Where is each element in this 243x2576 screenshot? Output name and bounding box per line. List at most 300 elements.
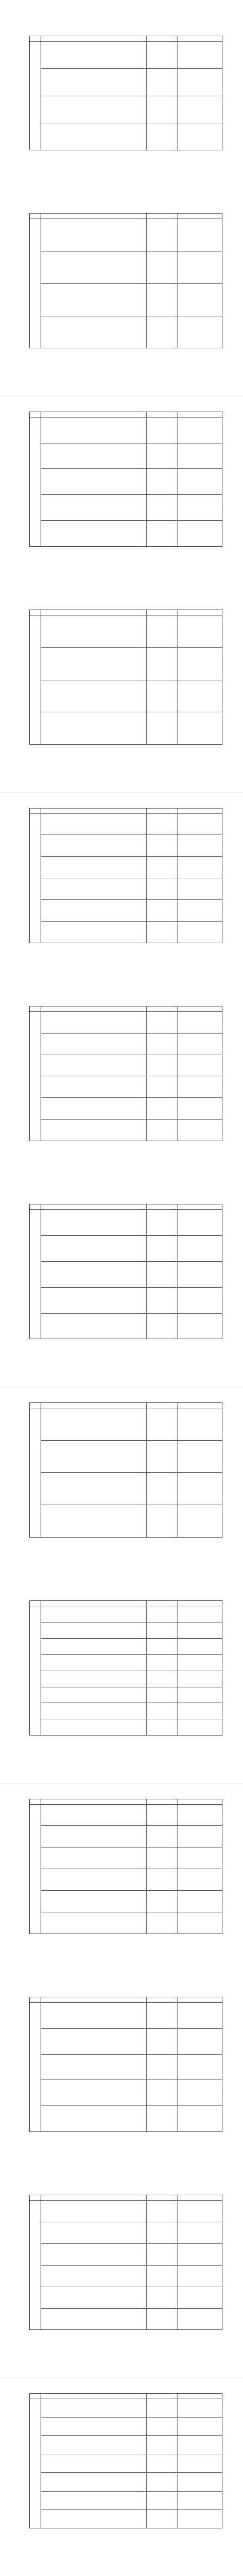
reference-cell-text bbox=[147, 1606, 177, 1607]
header-reference bbox=[147, 2393, 178, 2399]
note-cell bbox=[178, 1719, 222, 1736]
reference-cell bbox=[147, 1408, 178, 1440]
section-cell bbox=[30, 1408, 41, 1537]
reference-cell bbox=[147, 1654, 178, 1671]
reference-cell bbox=[147, 1012, 178, 1034]
note-cell-text bbox=[178, 284, 222, 285]
requirement-cell-text bbox=[41, 96, 146, 97]
table-row bbox=[30, 1120, 222, 1141]
note-cell-text bbox=[178, 1055, 222, 1056]
note-cell-text bbox=[178, 1408, 222, 1409]
note-cell bbox=[178, 2222, 222, 2244]
requirement-cell bbox=[41, 520, 147, 546]
requirement-cell bbox=[41, 417, 147, 443]
reference-cell bbox=[147, 680, 178, 712]
reference-cell-text bbox=[147, 2309, 177, 2310]
header-reference bbox=[147, 2195, 178, 2201]
table-row bbox=[30, 2222, 222, 2244]
header-note bbox=[178, 1402, 222, 1408]
header-requirement bbox=[41, 1601, 147, 1606]
note-cell bbox=[178, 1408, 222, 1440]
table-header-row bbox=[30, 1799, 222, 1804]
header-reference bbox=[147, 36, 178, 42]
note-cell bbox=[178, 2201, 222, 2222]
note-cell bbox=[178, 1869, 222, 1891]
reference-cell bbox=[147, 712, 178, 745]
table-row bbox=[30, 1033, 222, 1055]
note-cell bbox=[178, 469, 222, 495]
header-reference bbox=[147, 610, 178, 615]
note-cell bbox=[178, 2080, 222, 2106]
reference-cell-text bbox=[147, 1012, 177, 1013]
table-row bbox=[30, 469, 222, 495]
checklist-table bbox=[29, 1600, 222, 1736]
requirement-cell bbox=[41, 878, 147, 900]
table-row bbox=[30, 857, 222, 878]
reference-cell bbox=[147, 1623, 178, 1639]
reference-cell-text bbox=[147, 814, 177, 815]
table-row bbox=[30, 1313, 222, 1339]
requirement-cell bbox=[41, 1120, 147, 1141]
requirement-cell-text bbox=[41, 712, 146, 713]
note-cell-text bbox=[178, 1012, 222, 1013]
reference-cell bbox=[147, 1261, 178, 1287]
note-cell-text bbox=[178, 1703, 222, 1704]
table-row bbox=[30, 283, 222, 316]
table-row bbox=[30, 1473, 222, 1505]
requirement-cell-text bbox=[41, 1314, 146, 1315]
reference-cell bbox=[147, 2417, 178, 2435]
reference-cell-text bbox=[147, 1912, 177, 1913]
requirement-cell bbox=[41, 443, 147, 469]
note-cell-text bbox=[178, 1441, 222, 1442]
note-cell bbox=[178, 1654, 222, 1671]
note-cell-text bbox=[178, 922, 222, 923]
requirement-cell-text bbox=[41, 1098, 146, 1099]
requirement-cell bbox=[41, 1210, 147, 1236]
requirement-cell bbox=[41, 1654, 147, 1671]
reference-cell-text bbox=[147, 96, 177, 97]
header-requirement bbox=[41, 1204, 147, 1210]
requirement-cell bbox=[41, 647, 147, 680]
note-cell bbox=[178, 1890, 222, 1912]
reference-cell bbox=[147, 1210, 178, 1236]
requirement-cell bbox=[41, 857, 147, 878]
requirement-cell bbox=[41, 1687, 147, 1703]
reference-cell bbox=[147, 2454, 178, 2473]
reference-cell bbox=[147, 1671, 178, 1687]
table-row bbox=[30, 2491, 222, 2509]
table-row bbox=[30, 2201, 222, 2222]
requirement-cell-text bbox=[41, 1076, 146, 1077]
section-cell bbox=[30, 417, 41, 546]
table-header-row bbox=[30, 214, 222, 219]
header-requirement bbox=[41, 610, 147, 615]
note-cell bbox=[178, 1687, 222, 1703]
note-cell-text bbox=[178, 680, 222, 681]
reference-cell-text bbox=[147, 1210, 177, 1211]
table-row bbox=[30, 1012, 222, 1034]
requirement-cell bbox=[41, 1606, 147, 1623]
requirement-cell bbox=[41, 1890, 147, 1912]
reference-cell-text bbox=[147, 1262, 177, 1263]
requirement-cell bbox=[41, 2473, 147, 2491]
header-reference bbox=[147, 1402, 178, 1408]
header-requirement bbox=[41, 1997, 147, 2003]
note-cell bbox=[178, 1623, 222, 1639]
requirement-cell-text bbox=[41, 2418, 146, 2419]
table-header-row bbox=[30, 1601, 222, 1606]
table-header-row bbox=[30, 1006, 222, 1012]
note-cell bbox=[178, 1287, 222, 1313]
header-section bbox=[30, 2195, 41, 2201]
note-cell bbox=[178, 2287, 222, 2308]
note-cell-text bbox=[178, 521, 222, 522]
note-cell-text bbox=[178, 1639, 222, 1640]
requirement-cell-text bbox=[41, 2222, 146, 2223]
checklist-table bbox=[29, 36, 222, 150]
table-row bbox=[30, 1210, 222, 1236]
requirement-cell bbox=[41, 1076, 147, 1098]
note-cell-text bbox=[178, 615, 222, 617]
note-cell-text bbox=[178, 1076, 222, 1077]
header-note bbox=[178, 214, 222, 219]
reference-cell bbox=[147, 2003, 178, 2029]
table-row bbox=[30, 2454, 222, 2473]
note-cell bbox=[178, 2509, 222, 2528]
note-cell bbox=[178, 520, 222, 546]
requirement-cell bbox=[41, 1055, 147, 1076]
note-cell bbox=[178, 1703, 222, 1719]
requirement-cell bbox=[41, 680, 147, 712]
requirement-cell-text bbox=[41, 1055, 146, 1056]
reference-cell-text bbox=[147, 2399, 177, 2400]
reference-cell-text bbox=[147, 1805, 177, 1806]
page-sheet bbox=[0, 793, 243, 991]
note-cell-text bbox=[178, 878, 222, 879]
requirement-cell-text bbox=[41, 123, 146, 124]
requirement-cell-text bbox=[41, 2201, 146, 2202]
requirement-cell bbox=[41, 1869, 147, 1891]
reference-cell bbox=[147, 2491, 178, 2509]
note-cell-text bbox=[178, 648, 222, 649]
note-cell-text bbox=[178, 2244, 222, 2245]
reference-cell-text bbox=[147, 1891, 177, 1892]
reference-cell-text bbox=[147, 2003, 177, 2004]
reference-cell bbox=[147, 123, 178, 150]
requirement-cell-text bbox=[41, 2029, 146, 2030]
header-section bbox=[30, 2393, 41, 2399]
reference-cell-text bbox=[147, 2287, 177, 2288]
header-note bbox=[178, 412, 222, 417]
note-cell bbox=[178, 69, 222, 96]
reference-cell bbox=[147, 1890, 178, 1912]
note-cell bbox=[178, 857, 222, 878]
table-row bbox=[30, 1505, 222, 1538]
requirement-cell-text bbox=[41, 1687, 146, 1688]
checklist-table bbox=[29, 1799, 222, 1934]
reference-cell-text bbox=[147, 1639, 177, 1640]
section-cell bbox=[30, 1606, 41, 1736]
table-row bbox=[30, 2244, 222, 2266]
page-sheet bbox=[0, 991, 243, 1189]
table-row bbox=[30, 1671, 222, 1687]
requirement-cell-text bbox=[41, 835, 146, 836]
note-cell-text bbox=[178, 2510, 222, 2511]
note-cell bbox=[178, 1804, 222, 1826]
note-cell-text bbox=[178, 2201, 222, 2202]
table-row bbox=[30, 1055, 222, 1076]
requirement-cell-text bbox=[41, 1012, 146, 1013]
note-cell bbox=[178, 219, 222, 251]
requirement-cell bbox=[41, 2399, 147, 2417]
header-section bbox=[30, 1006, 41, 1012]
note-cell-text bbox=[178, 2055, 222, 2056]
note-cell-text bbox=[178, 814, 222, 815]
reference-cell bbox=[147, 1505, 178, 1538]
note-cell-text bbox=[178, 1687, 222, 1688]
table-row bbox=[30, 1638, 222, 1654]
note-cell-text bbox=[178, 1805, 222, 1806]
requirement-cell bbox=[41, 835, 147, 857]
reference-cell bbox=[147, 1313, 178, 1339]
reference-cell bbox=[147, 1606, 178, 1623]
note-cell-text bbox=[178, 2029, 222, 2030]
reference-cell-text bbox=[147, 443, 177, 445]
page-sheet bbox=[0, 594, 243, 792]
header-requirement bbox=[41, 1402, 147, 1408]
table-row bbox=[30, 1847, 222, 1869]
reference-cell-text bbox=[147, 42, 177, 43]
section-cell bbox=[30, 42, 41, 150]
table-row bbox=[30, 1287, 222, 1313]
requirement-cell bbox=[41, 2003, 147, 2029]
note-cell-text bbox=[178, 1288, 222, 1289]
note-cell bbox=[178, 96, 222, 123]
note-cell-text bbox=[178, 900, 222, 901]
reference-cell bbox=[147, 1033, 178, 1055]
note-cell-text bbox=[178, 1314, 222, 1315]
reference-cell-text bbox=[147, 1408, 177, 1409]
note-cell bbox=[178, 2417, 222, 2435]
note-cell bbox=[178, 2028, 222, 2054]
header-reference bbox=[147, 214, 178, 219]
requirement-cell bbox=[41, 96, 147, 123]
reference-cell bbox=[147, 2244, 178, 2266]
requirement-cell bbox=[41, 1033, 147, 1055]
note-cell-text bbox=[178, 2287, 222, 2288]
page-sheet bbox=[0, 198, 243, 396]
requirement-cell-text bbox=[41, 2309, 146, 2310]
reference-cell bbox=[147, 520, 178, 546]
requirement-cell-text bbox=[41, 1891, 146, 1892]
table-row bbox=[30, 1408, 222, 1440]
note-cell-text bbox=[178, 2436, 222, 2437]
requirement-cell bbox=[41, 2201, 147, 2222]
section-cell bbox=[30, 1210, 41, 1339]
header-note bbox=[178, 1204, 222, 1210]
reference-cell-text bbox=[147, 495, 177, 496]
reference-cell bbox=[147, 1804, 178, 1826]
requirement-cell-text bbox=[41, 814, 146, 815]
reference-cell bbox=[147, 69, 178, 96]
note-cell bbox=[178, 42, 222, 69]
requirement-cell bbox=[41, 1473, 147, 1505]
requirement-cell-text bbox=[41, 2436, 146, 2437]
header-section bbox=[30, 214, 41, 219]
requirement-cell bbox=[41, 921, 147, 943]
requirement-cell-text bbox=[41, 2399, 146, 2400]
reference-cell-text bbox=[147, 1671, 177, 1672]
reference-cell-text bbox=[147, 1441, 177, 1442]
section-cell bbox=[30, 615, 41, 745]
header-requirement bbox=[41, 808, 147, 813]
note-cell bbox=[178, 2308, 222, 2330]
requirement-cell bbox=[41, 316, 147, 348]
table-row bbox=[30, 615, 222, 648]
note-cell bbox=[178, 2003, 222, 2029]
note-cell bbox=[178, 813, 222, 835]
reference-cell bbox=[147, 2308, 178, 2330]
section-cell bbox=[30, 2399, 41, 2528]
page-sheet bbox=[0, 1784, 243, 1982]
page-sheet bbox=[0, 2180, 243, 2378]
requirement-cell bbox=[41, 1826, 147, 1847]
header-note bbox=[178, 2393, 222, 2399]
requirement-cell bbox=[41, 712, 147, 745]
reference-cell bbox=[147, 813, 178, 835]
table-row bbox=[30, 835, 222, 857]
note-cell bbox=[178, 1912, 222, 1933]
requirement-cell-text bbox=[41, 1826, 146, 1827]
table-row bbox=[30, 899, 222, 921]
note-cell-text bbox=[178, 1655, 222, 1656]
reference-cell-text bbox=[147, 69, 177, 70]
note-cell-text bbox=[178, 712, 222, 713]
requirement-cell bbox=[41, 2244, 147, 2266]
header-reference bbox=[147, 1204, 178, 1210]
reference-cell-text bbox=[147, 418, 177, 419]
reference-cell-text bbox=[147, 615, 177, 617]
reference-cell bbox=[147, 2080, 178, 2106]
requirement-cell bbox=[41, 2265, 147, 2287]
note-cell bbox=[178, 1671, 222, 1687]
requirement-cell bbox=[41, 1287, 147, 1313]
requirement-cell bbox=[41, 251, 147, 284]
note-cell bbox=[178, 1313, 222, 1339]
requirement-cell-text bbox=[41, 284, 146, 285]
reference-cell-text bbox=[147, 251, 177, 253]
requirement-cell bbox=[41, 2491, 147, 2509]
header-note bbox=[178, 1799, 222, 1804]
table-row bbox=[30, 123, 222, 150]
requirement-cell-text bbox=[41, 922, 146, 923]
note-cell bbox=[178, 2436, 222, 2454]
page-sheet bbox=[0, 0, 243, 198]
requirement-cell-text bbox=[41, 316, 146, 317]
reference-cell bbox=[147, 219, 178, 251]
note-cell bbox=[178, 835, 222, 857]
requirement-cell bbox=[41, 1847, 147, 1869]
requirement-cell bbox=[41, 2028, 147, 2054]
requirement-cell-text bbox=[41, 1655, 146, 1656]
checklist-table bbox=[29, 808, 222, 943]
requirement-cell bbox=[41, 1408, 147, 1440]
note-cell-text bbox=[178, 443, 222, 445]
header-section bbox=[30, 36, 41, 42]
section-cell bbox=[30, 1804, 41, 1933]
table-row bbox=[30, 1076, 222, 1098]
header-section bbox=[30, 1601, 41, 1606]
requirement-cell-text bbox=[41, 2266, 146, 2267]
table-row bbox=[30, 1236, 222, 1262]
note-cell bbox=[178, 1210, 222, 1236]
requirement-cell-text bbox=[41, 1473, 146, 1474]
table-row bbox=[30, 495, 222, 521]
note-cell bbox=[178, 1120, 222, 1141]
table-row bbox=[30, 2473, 222, 2491]
requirement-cell-text bbox=[41, 2287, 146, 2288]
note-cell-text bbox=[178, 1869, 222, 1870]
checklist-table bbox=[29, 1006, 222, 1141]
note-cell bbox=[178, 921, 222, 943]
note-cell-text bbox=[178, 1891, 222, 1892]
table-row bbox=[30, 2028, 222, 2054]
table-row bbox=[30, 520, 222, 546]
requirement-cell bbox=[41, 1313, 147, 1339]
header-note bbox=[178, 1006, 222, 1012]
reference-cell-text bbox=[147, 857, 177, 858]
requirement-cell-text bbox=[41, 69, 146, 70]
reference-cell-text bbox=[147, 680, 177, 681]
reference-cell-text bbox=[147, 2244, 177, 2245]
reference-cell bbox=[147, 899, 178, 921]
reference-cell-text bbox=[147, 2436, 177, 2437]
table-row bbox=[30, 1606, 222, 1623]
requirement-cell bbox=[41, 2106, 147, 2132]
note-cell-text bbox=[178, 1719, 222, 1720]
header-requirement bbox=[41, 214, 147, 219]
reference-cell-text bbox=[147, 1687, 177, 1688]
note-cell bbox=[178, 680, 222, 712]
reference-cell bbox=[147, 251, 178, 284]
note-cell-text bbox=[178, 2222, 222, 2223]
requirement-cell-text bbox=[41, 251, 146, 253]
reference-cell-text bbox=[147, 1623, 177, 1624]
reference-cell-text bbox=[147, 1826, 177, 1827]
checklist-table bbox=[29, 2195, 222, 2330]
checklist-table bbox=[29, 213, 222, 348]
checklist-table bbox=[29, 610, 222, 745]
reference-cell bbox=[147, 878, 178, 900]
reference-cell-text bbox=[147, 1120, 177, 1121]
header-requirement bbox=[41, 2195, 147, 2201]
note-cell-text bbox=[178, 1671, 222, 1672]
note-cell-text bbox=[178, 1623, 222, 1624]
header-section bbox=[30, 1402, 41, 1408]
requirement-cell-text bbox=[41, 1639, 146, 1640]
requirement-cell bbox=[41, 2509, 147, 2528]
requirement-cell bbox=[41, 1505, 147, 1538]
requirement-cell bbox=[41, 1703, 147, 1719]
header-section bbox=[30, 1799, 41, 1804]
note-cell bbox=[178, 1076, 222, 1098]
note-cell bbox=[178, 1847, 222, 1869]
requirement-cell-text bbox=[41, 1869, 146, 1870]
requirement-cell-text bbox=[41, 1505, 146, 1506]
header-note bbox=[178, 36, 222, 42]
note-cell bbox=[178, 1638, 222, 1654]
